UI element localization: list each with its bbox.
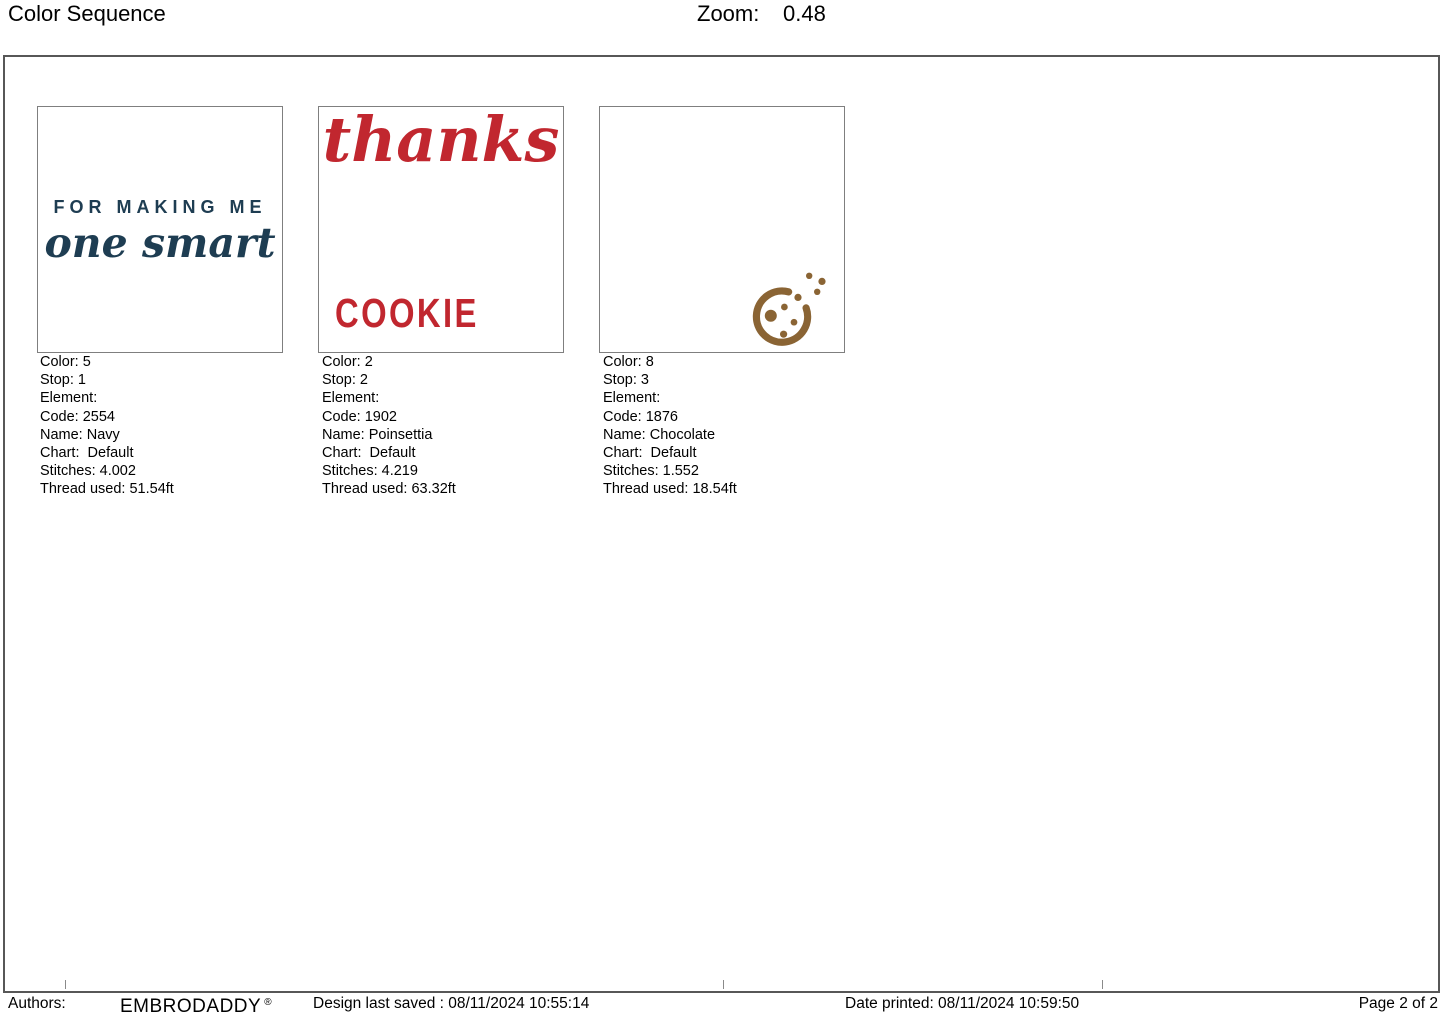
- spec-stop: Stop: 2: [322, 372, 368, 389]
- spec-element: Element:: [40, 390, 98, 407]
- spec-code: Code: 1876: [603, 408, 678, 425]
- spec-thread-used: Thread used: 51.54ft: [40, 481, 174, 498]
- spec-code: Code: 1902: [322, 408, 397, 425]
- spec-color: Color: 2: [322, 354, 373, 370]
- cookie-with-bite-icon: [750, 267, 830, 347]
- design-text-cookie: COOKIE: [335, 290, 479, 336]
- spec-stitches: Stitches: 4.219: [322, 463, 418, 480]
- design-box-chocolate: [599, 106, 845, 353]
- color-specs-navy: [40, 353, 315, 499]
- spec-stitches: Stitches: 1.552: [603, 463, 699, 480]
- spec-thread-used: Thread used: 18.54ft: [603, 481, 737, 498]
- footer-divider-tick: [65, 980, 66, 989]
- color-specs-chocolate: [603, 353, 878, 499]
- color-specs-poinsettia: [322, 353, 597, 499]
- design-text-one-smart: one smart: [44, 219, 276, 267]
- page-title: Color Sequence: [8, 1, 166, 26]
- spec-name: Name: Navy: [40, 426, 120, 443]
- spec-chart: Chart: Default: [322, 445, 416, 462]
- brand-logo: [120, 996, 272, 1018]
- design-last-saved: Design last saved : 08/11/2024 10:55:14: [313, 995, 590, 1012]
- spec-chart: Chart: Default: [40, 445, 134, 462]
- spec-code: Code: 2554: [40, 408, 115, 425]
- registered-mark-icon: ®: [264, 996, 273, 1008]
- design-text-thanks: thanks: [322, 103, 560, 176]
- design-text-for-making-me: FOR MAKING ME: [53, 197, 267, 217]
- page-number: Page 2 of 2: [1358, 995, 1438, 1012]
- brand-name: EMBRODADDY: [120, 996, 262, 1017]
- zoom-label: Zoom:: [697, 1, 760, 26]
- spec-element: Element:: [322, 390, 380, 407]
- spec-stop: Stop: 1: [40, 372, 86, 389]
- spec-thread-used: Thread used: 63.32ft: [322, 481, 456, 498]
- spec-stop: Stop: 3: [603, 372, 649, 389]
- spec-stitches: Stitches: 4.002: [40, 463, 136, 480]
- design-box-navy: [37, 106, 283, 353]
- spec-chart: Chart: Default: [603, 445, 697, 462]
- date-printed: Date printed: 08/11/2024 10:59:50: [845, 995, 1080, 1012]
- spec-element: Element:: [603, 390, 661, 407]
- design-box-poinsettia: [318, 103, 564, 353]
- spec-color: Color: 5: [40, 354, 91, 370]
- authors-label: Authors:: [8, 995, 66, 1012]
- spec-name: Name: Chocolate: [603, 426, 716, 443]
- spec-name: Name: Poinsettia: [322, 426, 433, 443]
- zoom-value: 0.48: [783, 1, 826, 26]
- footer-divider-tick: [1102, 980, 1103, 989]
- spec-color: Color: 8: [603, 354, 654, 370]
- footer-divider-tick: [723, 980, 724, 989]
